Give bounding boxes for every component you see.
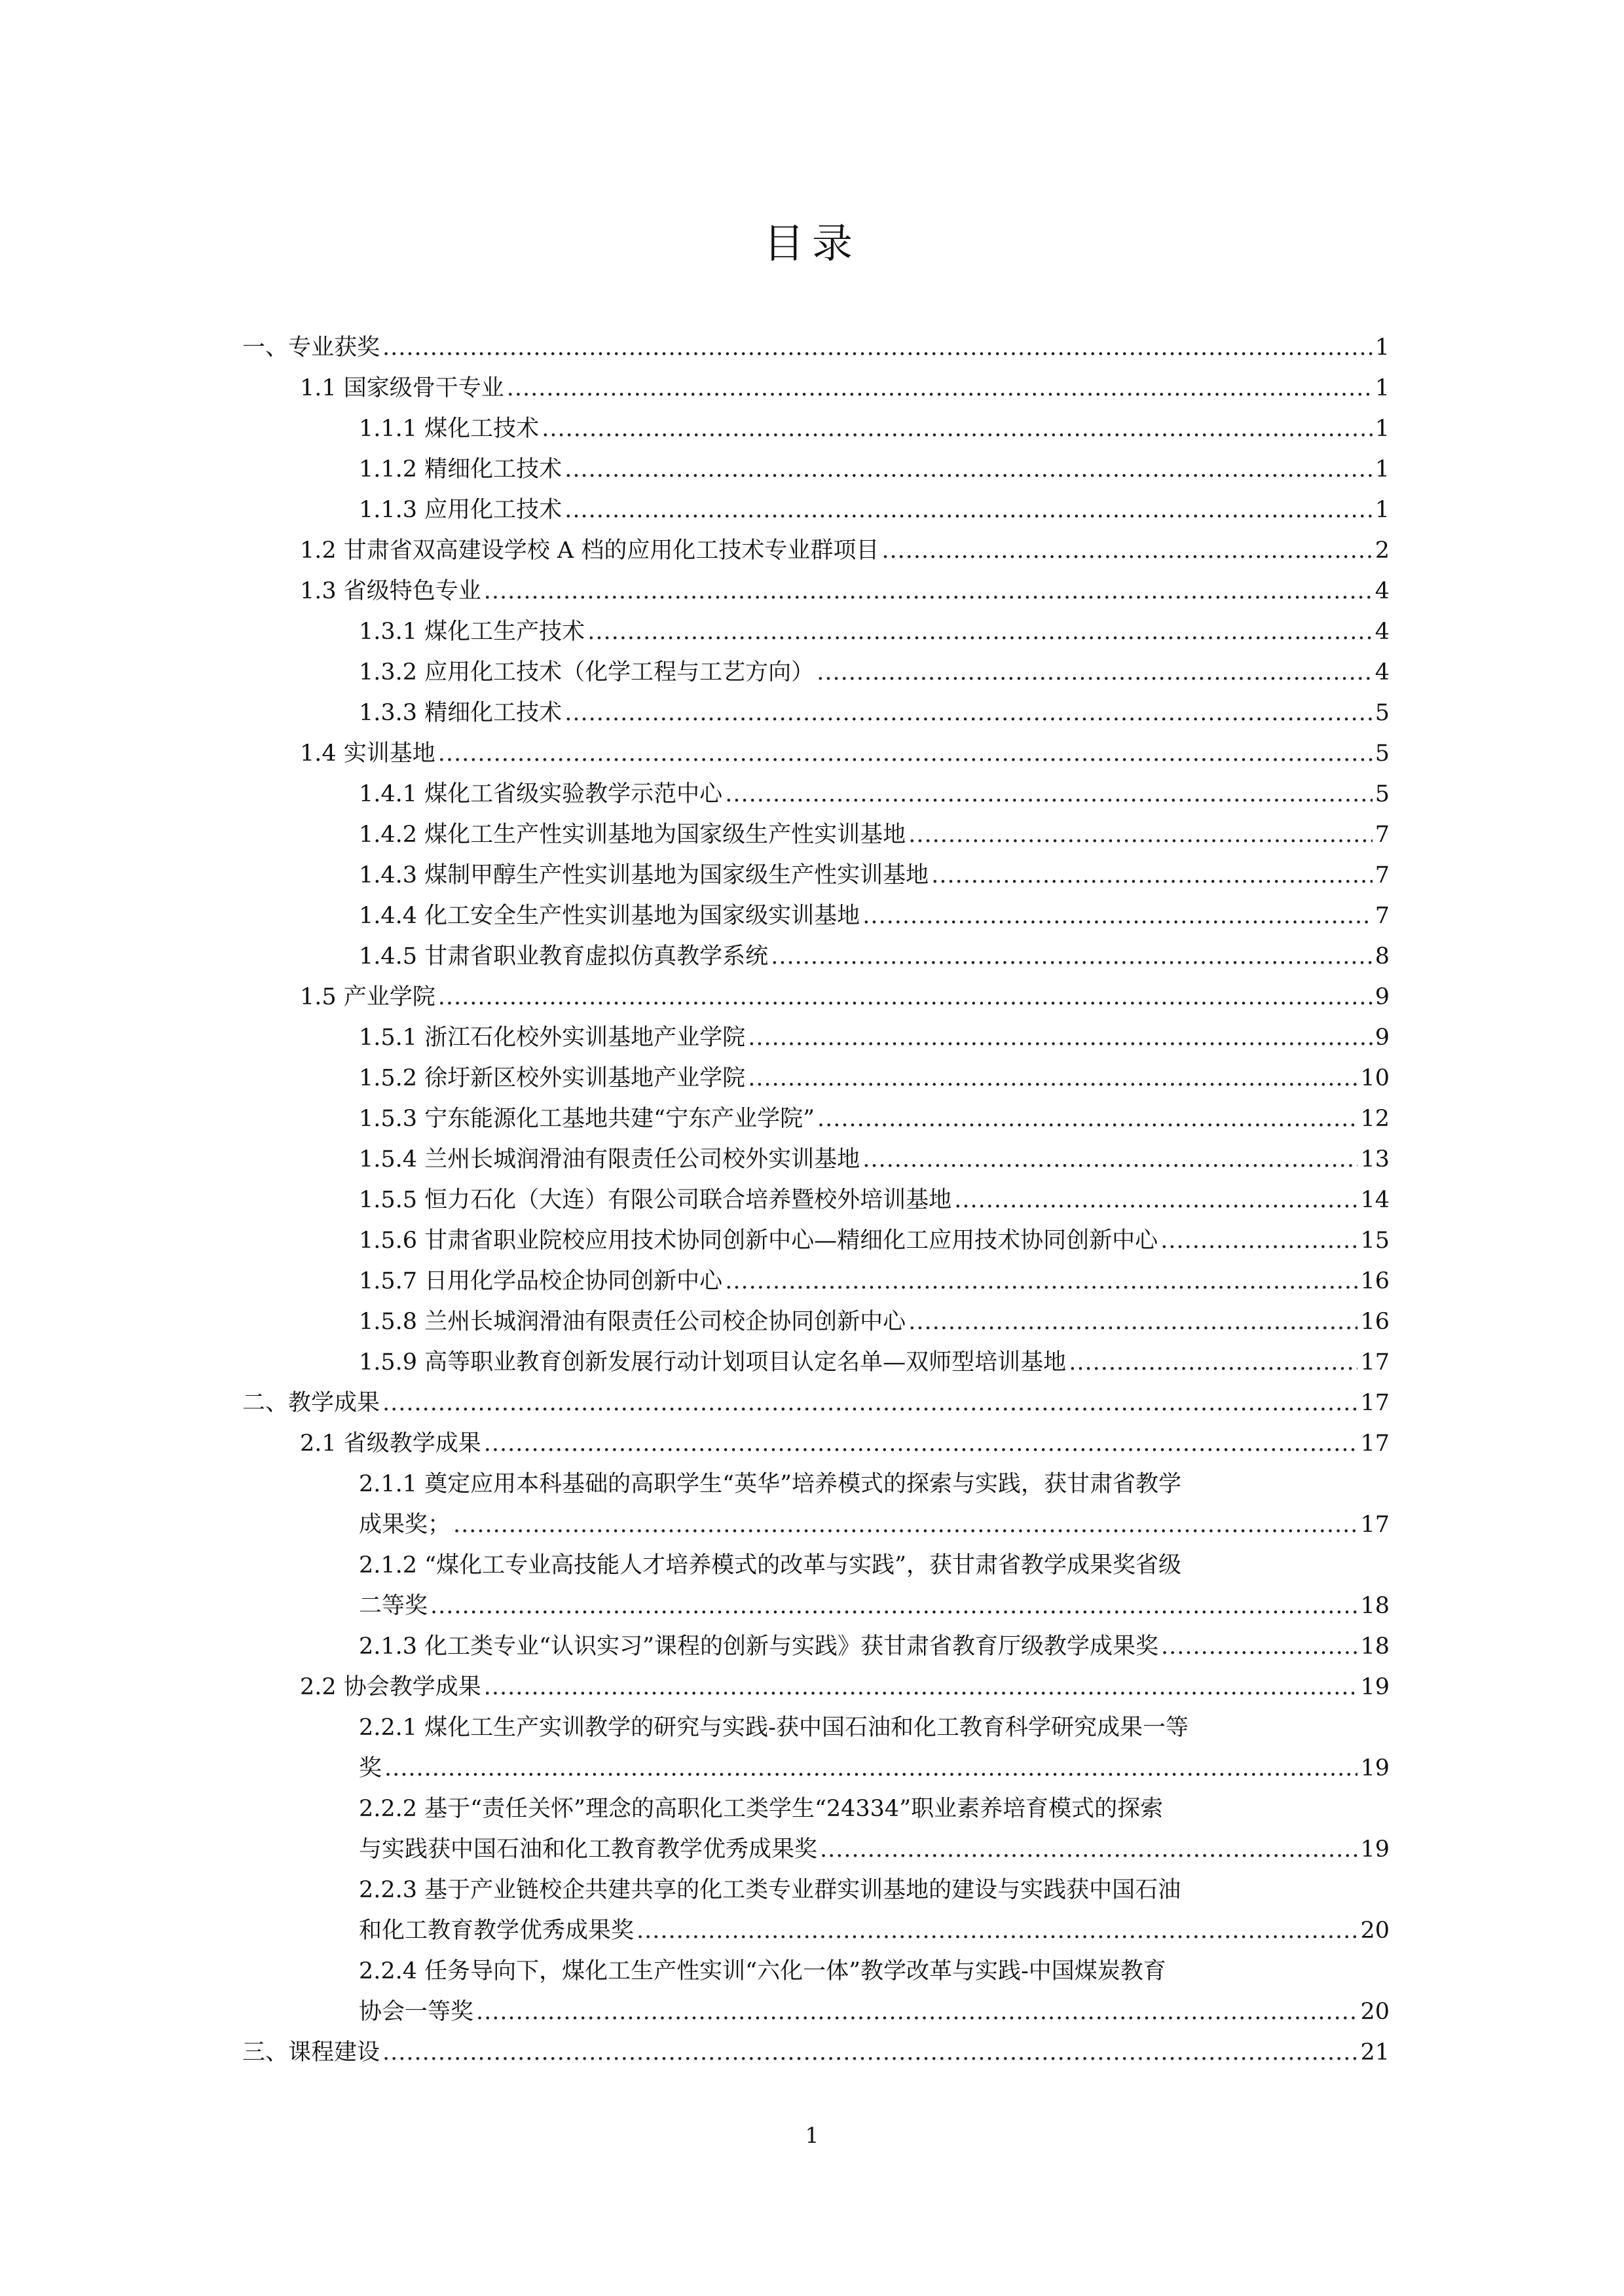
toc-entry[interactable] [242, 652, 1390, 693]
toc-page-number: 14 [1360, 1187, 1390, 1213]
toc-entry[interactable] [242, 1139, 1390, 1180]
dot-leader [908, 814, 1373, 855]
toc-entry[interactable] [242, 327, 1390, 368]
dot-leader [382, 2032, 1357, 2073]
toc-entry-label-continued: 成果奖； [359, 1512, 451, 1538]
dot-leader [748, 1017, 1373, 1058]
toc-entry[interactable] [242, 1626, 1390, 1667]
toc-entry-label: 一、专业获奖 [242, 335, 380, 361]
dot-leader [637, 1910, 1357, 1951]
toc-entry-label: 1.5.8 兰州长城润滑油有限责任公司校企协同创新中心 [359, 1309, 906, 1335]
dot-leader [881, 530, 1372, 571]
toc-page-number: 2 [1375, 538, 1390, 564]
dot-leader [484, 1423, 1358, 1464]
toc-entry-label: 1.3.2 应用化工技术（化学工程与工艺方向） [359, 659, 815, 685]
toc-entry-label: 1.4.3 煤制甲醇生产性实训基地为国家级生产性实训基地 [359, 862, 929, 888]
dot-leader [384, 1748, 1357, 1789]
toc-entry[interactable] [242, 896, 1390, 936]
toc-entry-label-continued: 奖 [359, 1755, 382, 1781]
dot-leader [817, 652, 1373, 693]
dot-leader [587, 611, 1373, 652]
dot-leader [430, 1586, 1357, 1626]
toc-page-number: 1 [1375, 456, 1390, 483]
toc-page-number: 17 [1360, 1512, 1390, 1538]
toc-page-number: 5 [1375, 740, 1390, 767]
toc-entry-label: 1.4 实训基地 [300, 740, 435, 767]
dot-leader [453, 1504, 1357, 1545]
toc-entry-label: 1.2 甘肃省双高建设学校 A 档的应用化工技术专业群项目 [300, 538, 879, 564]
toc-entry[interactable] [242, 1180, 1390, 1220]
toc-entry-label: 1.5.7 日用化学品校企协同创新中心 [359, 1268, 723, 1294]
toc-page-number: 13 [1360, 1146, 1390, 1173]
dot-leader [564, 490, 1373, 530]
toc-entry[interactable] [242, 449, 1390, 490]
toc-entry[interactable] [242, 1951, 1390, 2032]
toc-entry-label: 2.1.1 奠定应用本科基础的高职学生“英华”培养模式的探索与实践，获甘肃省教学 [359, 1471, 1181, 1497]
toc-page-number: 15 [1360, 1228, 1390, 1254]
toc-entry[interactable] [242, 936, 1390, 977]
toc-entry-label: 1.5.2 徐圩新区校外实训基地产业学院 [359, 1065, 746, 1091]
toc-entry-label: 1.1.1 煤化工技术 [359, 416, 540, 442]
toc-entry[interactable] [242, 1545, 1390, 1626]
toc-page-number: 8 [1375, 943, 1390, 970]
toc-page-number: 7 [1375, 822, 1390, 848]
toc-entry[interactable] [242, 693, 1390, 733]
dot-leader [862, 1139, 1357, 1180]
toc-entry-label: 1.4.2 煤化工生产性实训基地为国家级生产性实训基地 [359, 822, 906, 848]
toc-entry-label: 1.5.5 恒力石化（大连）有限公司联合培养暨校外培训基地 [359, 1187, 952, 1213]
dot-leader [438, 733, 1373, 774]
dot-leader [771, 936, 1373, 977]
toc-page-number: 10 [1360, 1065, 1390, 1091]
toc-entry-label: 1.1.3 应用化工技术 [359, 497, 563, 523]
toc-entry[interactable] [242, 733, 1390, 774]
toc-entry[interactable] [242, 1261, 1390, 1302]
toc-entry[interactable] [242, 1017, 1390, 1058]
toc-page-number: 9 [1375, 1025, 1390, 1051]
toc-entry-label: 1.3.3 精细化工技术 [359, 700, 563, 726]
toc-entry[interactable] [242, 611, 1390, 652]
page-number: 1 [805, 2123, 819, 2148]
toc-entry-label: 1.3 省级特色专业 [300, 578, 481, 604]
toc-page-number: 17 [1360, 1390, 1390, 1416]
toc-entry[interactable] [242, 1058, 1390, 1099]
toc-page-number: 4 [1375, 578, 1390, 604]
toc-entry-label-continued: 协会一等奖 [359, 1999, 474, 2025]
toc-entry-label: 1.3.1 煤化工生产技术 [359, 619, 585, 645]
dot-leader [820, 1829, 1357, 1870]
toc-entry-label: 2.1.2 “煤化工专业高技能人才培养模式的改革与实践”，获甘肃省教学成果奖省级 [359, 1552, 1181, 1578]
toc-entry-label: 2.2 协会教学成果 [300, 1674, 481, 1700]
page-title: 目录 [763, 219, 860, 267]
toc-entry[interactable] [242, 1302, 1390, 1342]
dot-leader [1161, 1626, 1357, 1667]
toc-entry-label: 1.5.1 浙江石化校外实训基地产业学院 [359, 1025, 746, 1051]
toc-entry[interactable] [242, 530, 1390, 571]
toc-entry[interactable] [242, 1342, 1390, 1383]
toc-entry[interactable] [242, 855, 1390, 896]
toc-entry[interactable] [242, 2032, 1390, 2073]
toc-page-number: 4 [1375, 619, 1390, 645]
toc-entry[interactable] [242, 1667, 1390, 1707]
toc-entry[interactable] [242, 1423, 1390, 1464]
toc-entry[interactable] [242, 1464, 1390, 1545]
toc-page-number: 19 [1360, 1755, 1390, 1781]
dot-leader [476, 1992, 1357, 2032]
dot-leader [542, 409, 1373, 449]
toc-entry-label: 1.1.2 精细化工技术 [359, 456, 563, 483]
toc-entry[interactable] [242, 1220, 1390, 1261]
dot-leader [507, 368, 1373, 409]
toc-entry-label: 1.5.3 宁东能源化工基地共建“宁东产业学院” [359, 1106, 815, 1132]
dot-leader [564, 693, 1373, 733]
toc-entry[interactable] [242, 1870, 1390, 1951]
toc-page-number: 18 [1360, 1593, 1390, 1619]
dot-leader [564, 449, 1373, 490]
toc-page-number: 9 [1375, 984, 1390, 1010]
toc-page-number: 1 [1375, 335, 1390, 361]
dot-leader [382, 1383, 1357, 1423]
toc-entry[interactable] [242, 490, 1390, 530]
dot-leader [725, 774, 1373, 814]
toc-entry-label: 2.2.3 基于产业链校企共建共享的化工类专业群实训基地的建设与实践获中国石油 [359, 1877, 1181, 1903]
dot-leader [438, 977, 1373, 1017]
toc-page-number: 12 [1360, 1106, 1390, 1132]
toc-entry-label: 2.1.3 化工类专业“认识实习”课程的创新与实践》获甘肃省教育厅级教学成果奖 [359, 1633, 1158, 1660]
toc-page-number: 18 [1360, 1633, 1390, 1660]
dot-leader [725, 1261, 1357, 1302]
toc-entry-label: 2.1 省级教学成果 [300, 1430, 481, 1457]
dot-leader [817, 1099, 1357, 1139]
toc-entry-label-continued: 二等奖 [359, 1593, 428, 1619]
toc-entry-label-continued: 与实践获中国石油和化工教育教学优秀成果奖 [359, 1836, 818, 1863]
toc-entry[interactable] [242, 977, 1390, 1017]
toc-entry-label: 1.4.4 化工安全生产性实训基地为国家级实训基地 [359, 903, 860, 929]
toc-page-number: 7 [1375, 903, 1390, 929]
toc-entry[interactable] [242, 1383, 1390, 1423]
toc-page-number: 17 [1360, 1349, 1390, 1376]
dot-leader [748, 1058, 1357, 1099]
toc-entry[interactable] [242, 774, 1390, 814]
toc-entry-label: 1.5.9 高等职业教育创新发展行动计划项目认定名单—双师型培训基地 [359, 1349, 1067, 1376]
toc-entry-label: 1.4.5 甘肃省职业教育虚拟仿真教学系统 [359, 943, 769, 970]
toc-entry[interactable] [242, 571, 1390, 611]
toc-entry-label: 2.2.1 煤化工生产实训教学的研究与实践-获中国石油和化工教育科学研究成果一等 [359, 1715, 1189, 1741]
dot-leader [1160, 1220, 1357, 1261]
toc-entry[interactable] [242, 814, 1390, 855]
dot-leader [382, 327, 1373, 368]
toc-page-number: 1 [1375, 497, 1390, 523]
toc-entry[interactable] [242, 1707, 1390, 1789]
toc-page-number: 4 [1375, 659, 1390, 685]
toc-page-number: 1 [1375, 416, 1390, 442]
toc-entry[interactable] [242, 409, 1390, 449]
toc-entry-label-continued: 和化工教育教学优秀成果奖 [359, 1918, 635, 1944]
toc-page-number: 20 [1360, 1918, 1390, 1944]
dot-leader [484, 571, 1373, 611]
toc-entry-label: 1.1 国家级骨干专业 [300, 375, 504, 401]
toc-page-number: 16 [1360, 1309, 1390, 1335]
dot-leader [954, 1180, 1357, 1220]
toc-page-number: 16 [1360, 1268, 1390, 1294]
toc-entry[interactable] [242, 1789, 1390, 1870]
toc-entry-label: 三、课程建设 [242, 2039, 380, 2066]
toc-page-number: 1 [1375, 375, 1390, 401]
toc-entry-label: 1.5 产业学院 [300, 984, 435, 1010]
toc-entry-label: 1.4.1 煤化工省级实验教学示范中心 [359, 781, 723, 807]
toc-entry-label: 1.5.6 甘肃省职业院校应用技术协同创新中心—精细化工应用技术协同创新中心 [359, 1228, 1158, 1254]
table-of-contents [242, 327, 1390, 2073]
toc-page-number: 21 [1360, 2039, 1390, 2066]
dot-leader [931, 855, 1373, 896]
toc-entry-label: 2.2.4 任务导向下，煤化工生产性实训“六化一体”教学改革与实践-中国煤炭教育 [359, 1958, 1166, 1984]
toc-entry-label: 2.2.2 基于“责任关怀”理念的高职化工类学生“24334”职业素养培育模式的探索 [359, 1796, 1164, 1822]
toc-page-number: 19 [1360, 1836, 1390, 1863]
toc-page-number: 19 [1360, 1674, 1390, 1700]
dot-leader [862, 896, 1373, 936]
dot-leader [484, 1667, 1358, 1707]
dot-leader [908, 1302, 1357, 1342]
dot-leader [1069, 1342, 1357, 1383]
toc-page-number: 5 [1375, 700, 1390, 726]
toc-entry-label: 二、教学成果 [242, 1390, 380, 1416]
toc-entry[interactable] [242, 368, 1390, 409]
toc-page-number: 7 [1375, 862, 1390, 888]
toc-entry[interactable] [242, 1099, 1390, 1139]
toc-entry-label: 1.5.4 兰州长城润滑油有限责任公司校外实训基地 [359, 1146, 860, 1173]
toc-page-number: 20 [1360, 1999, 1390, 2025]
toc-page-number: 17 [1360, 1430, 1390, 1457]
toc-page-number: 5 [1375, 781, 1390, 807]
